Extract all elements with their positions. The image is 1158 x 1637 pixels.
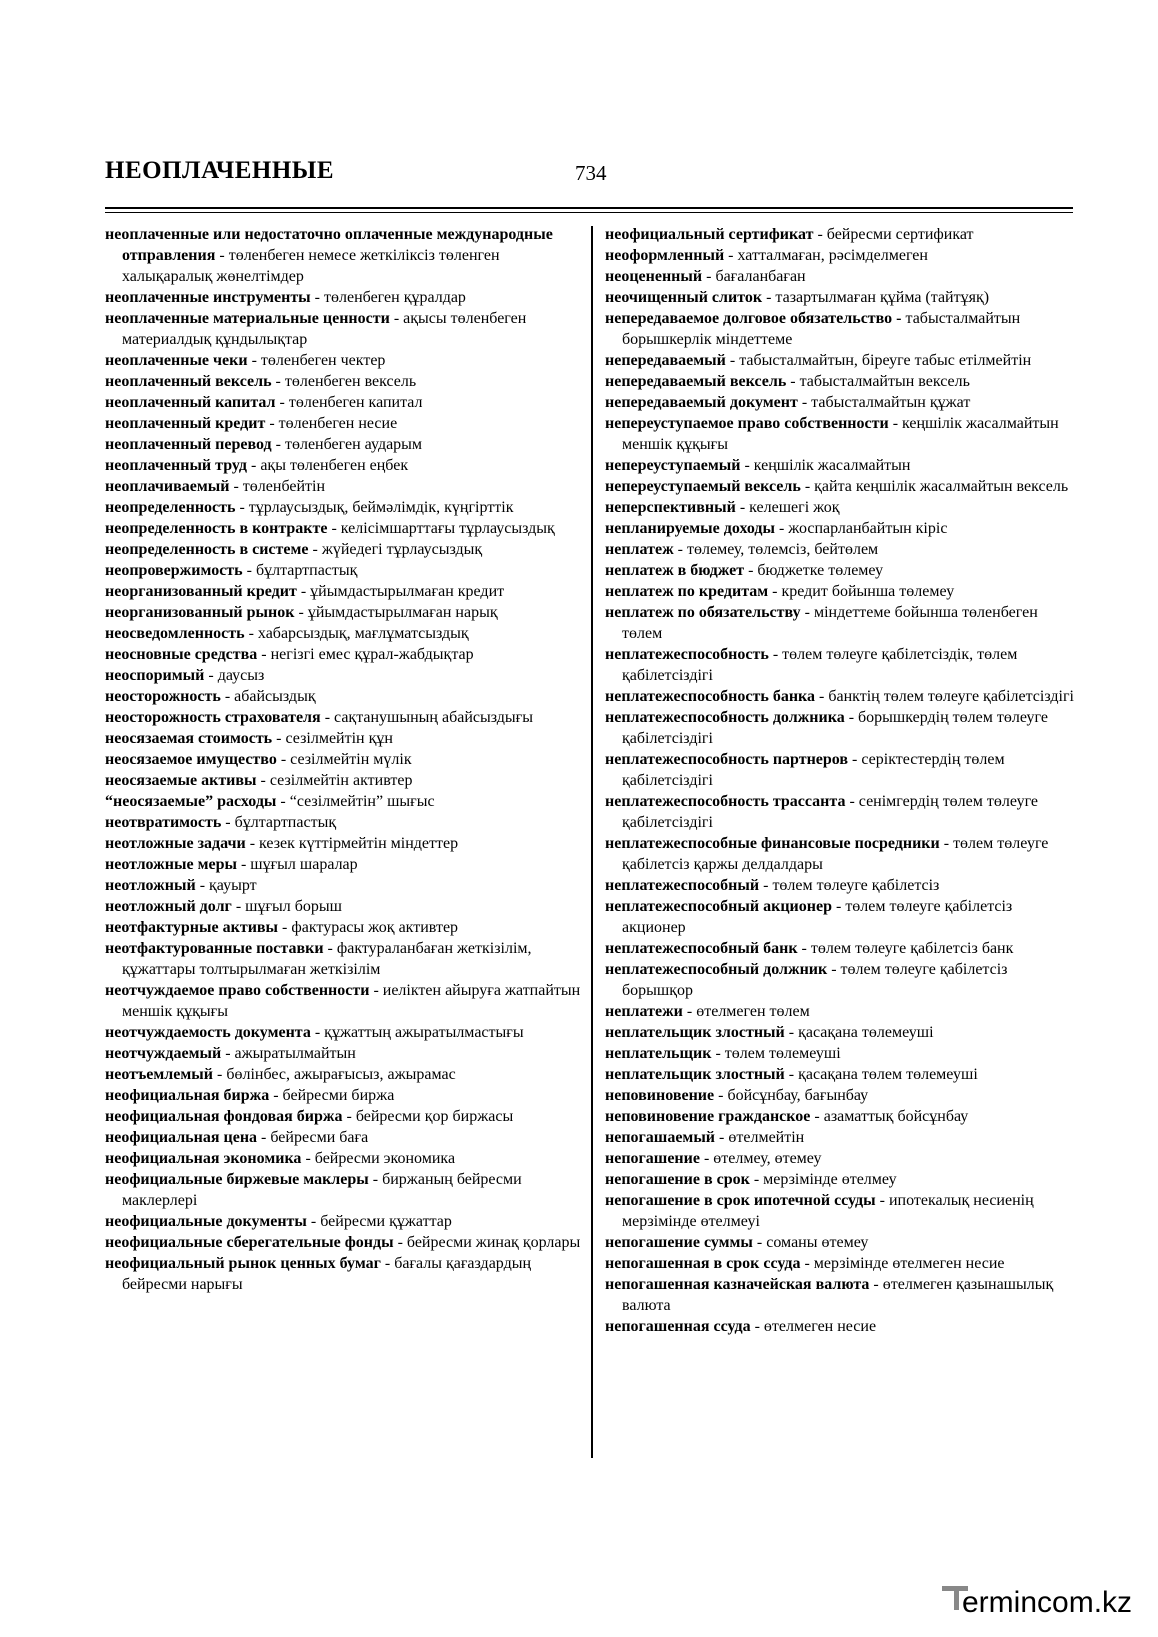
entry-term: неоплаченные инструменты — [105, 289, 311, 306]
dictionary-entry — [105, 770, 583, 791]
entry-definition: - табысталмайтын, біреуге табыс етілмейтін — [725, 352, 1032, 369]
entry-definition: - борышкердің төлем төлеуге қабілетсіздігі — [622, 709, 1048, 747]
entry-definition: - өтелмейтін — [715, 1129, 805, 1146]
entry-term: неорганизованный рынок — [105, 604, 295, 621]
dictionary-entry — [605, 1169, 1075, 1190]
entry-definition: - төленбеген немесе жеткіліксіз төленген халықаралық жөнелтімдер — [122, 247, 500, 285]
dictionary-entry — [105, 1043, 583, 1064]
entry-term: неплатежеспособность — [605, 646, 769, 663]
entry-term: неповиновение — [605, 1087, 715, 1104]
entry-term: непереуступаемый — [605, 457, 741, 474]
entry-term: непогашение в срок ипотечной ссуды — [605, 1192, 876, 1209]
entry-term: неплатежеспособность должника — [605, 709, 845, 726]
dictionary-entry — [105, 812, 583, 833]
entry-definition: - сезілмейтін активтер — [256, 772, 413, 789]
logo-t-stem — [954, 1586, 959, 1610]
entry-term: неоцененный — [605, 268, 703, 285]
entry-definition: - бейресми құжаттар — [306, 1213, 452, 1230]
entry-term: неповиновение гражданское — [605, 1108, 811, 1125]
dictionary-entry — [605, 287, 1075, 308]
dictionary-entry — [105, 980, 583, 1022]
dictionary-entry — [605, 497, 1075, 518]
dictionary-entry — [605, 791, 1075, 833]
entry-term: неплатежеспособность трассанта — [605, 793, 846, 810]
entry-definition: - тазартылмаған құйма (тайтұяқ) — [762, 289, 990, 306]
dictionary-entry — [105, 539, 583, 560]
entry-definition: - төленбеген құралдар — [310, 289, 466, 306]
dictionary-entry — [605, 560, 1075, 581]
entry-term: неперспективный — [605, 499, 736, 516]
entry-term: неплатежеспособный акционер — [605, 898, 832, 915]
dictionary-entry — [105, 1022, 583, 1043]
entry-term: неоплаченный труд — [105, 457, 247, 474]
dictionary-entry — [605, 224, 1075, 245]
dictionary-entry — [605, 350, 1075, 371]
entry-term: неосязаемая стоимость — [105, 730, 273, 747]
entry-definition: - бейресми биржа — [269, 1087, 395, 1104]
dictionary-entry — [105, 308, 583, 350]
dictionary-entry — [605, 476, 1075, 497]
entry-definition: - бейресми экономика — [301, 1150, 456, 1167]
dictionary-entry — [605, 308, 1075, 350]
dictionary-entry — [605, 833, 1075, 875]
dictionary-entry — [605, 1064, 1075, 1085]
dictionary-entry — [605, 938, 1075, 959]
entry-term: неотчуждаемый — [105, 1045, 222, 1062]
dictionary-entry — [605, 455, 1075, 476]
entry-definition: - ақы төленбеген еңбек — [246, 457, 409, 474]
entry-definition: - табысталмайтын вексель — [786, 373, 970, 390]
entry-term: неосведомленность — [105, 625, 245, 642]
entry-definition: - ақысы төленбеген материалдық құндылықтар — [122, 310, 527, 348]
dictionary-entry — [105, 749, 583, 770]
dictionary-entry — [105, 1106, 583, 1127]
entry-term: неосторожность страхователя — [105, 709, 321, 726]
entry-definition: - иеліктен айыруға жатпайтын меншік құқығы — [122, 982, 581, 1020]
entry-term: неотложный долг — [105, 898, 232, 915]
dictionary-entry — [105, 1232, 583, 1253]
entry-term: неплатеж по обязательству — [605, 604, 801, 621]
dictionary-entry — [605, 1001, 1075, 1022]
entry-term: неоплаченные чеки — [105, 352, 248, 369]
entry-definition: - төленбеген несие — [265, 415, 398, 432]
entry-term: неоплаченные материальные ценности — [105, 310, 390, 327]
entry-term: неоплаченные или недостаточно оплаченные международные отправления — [105, 226, 553, 264]
entry-definition: - кезек күттірмейтін міндеттер — [245, 835, 459, 852]
logo-text: ermincom.kz — [962, 1586, 1133, 1619]
entry-definition: - сезілмейтін мүлік — [276, 751, 412, 768]
entry-definition: - “сезілмейтін” шығыс — [276, 793, 435, 810]
dictionary-entry — [105, 1148, 583, 1169]
entry-definition: - жүйедегі тұрлаусыздық — [308, 541, 483, 558]
dictionary-entry — [105, 686, 583, 707]
entry-definition: - төленбеген вексель — [271, 373, 417, 390]
dictionary-entry — [605, 245, 1075, 266]
dictionary-entry — [105, 1085, 583, 1106]
entry-definition: - бұлтартпастық — [221, 814, 337, 831]
dictionary-entry — [605, 602, 1075, 644]
entry-definition: - даусыз — [204, 667, 265, 684]
entry-term: неотложные меры — [105, 856, 237, 873]
dictionary-entry — [605, 875, 1075, 896]
dictionary-entry — [605, 1253, 1075, 1274]
entry-term: неотложные задачи — [105, 835, 246, 852]
dictionary-entry — [605, 686, 1075, 707]
dictionary-entry — [605, 1232, 1075, 1253]
entry-definition: - шұғыл шаралар — [236, 856, 358, 873]
entry-term: неотчуждаемость документа — [105, 1024, 311, 1041]
entry-definition: - бағалы қағаздардың бейресми нарығы — [122, 1255, 532, 1293]
dictionary-entry — [605, 1043, 1075, 1064]
entry-definition: - төлем төлемеуші — [711, 1045, 841, 1062]
dictionary-entry — [105, 707, 583, 728]
entry-term: неоформленный — [605, 247, 725, 264]
entry-definition: - банктің төлем төлеуге қабілетсіздігі — [815, 688, 1074, 705]
entry-definition: - төлемеу, төлемсіз, бейтөлем — [673, 541, 879, 558]
dictionary-entry — [105, 581, 583, 602]
entry-term: непередаваемый вексель — [605, 373, 787, 390]
entry-definition: - бейресми сертификат — [813, 226, 974, 243]
entry-definition: - сақтанушының абайсыздығы — [320, 709, 533, 726]
entry-term: “неосязаемые” расходы — [105, 793, 277, 810]
entry-term: неплатеж по кредитам — [605, 583, 769, 600]
entry-definition: - кеңшілік жасалмайтын меншік құқығы — [622, 415, 1059, 453]
dictionary-entry — [105, 224, 583, 287]
entry-definition: - жоспарланбайтын кіріс — [774, 520, 948, 537]
dictionary-entry — [105, 938, 583, 980]
dictionary-entry — [105, 623, 583, 644]
entry-definition: - өтелмеген несие — [750, 1318, 877, 1335]
entry-term: непогашенная в срок ссуда — [605, 1255, 801, 1272]
entry-term: непогашенная казначейская валюта — [605, 1276, 870, 1293]
entry-definition: - мерзімінде өтелмеген несие — [800, 1255, 1005, 1272]
dictionary-entry — [105, 455, 583, 476]
dictionary-entry — [605, 539, 1075, 560]
dictionary-entry — [105, 287, 583, 308]
entry-definition: - қасақана төлем төлемеуші — [784, 1066, 978, 1083]
dictionary-entry — [105, 413, 583, 434]
dictionary-entry — [605, 371, 1075, 392]
entry-term: непланируемые доходы — [605, 520, 775, 537]
entry-term: неплатеж в бюджет — [605, 562, 745, 579]
entry-term: неоплаченный вексель — [105, 373, 272, 390]
entry-definition: - бейресми қор биржасы — [342, 1108, 514, 1125]
dictionary-entry — [105, 1064, 583, 1085]
entry-definition: - ұйымдастырылмаған кредит — [296, 583, 505, 600]
entry-term: неплатежеспособный банк — [605, 940, 798, 957]
dictionary-entry — [605, 581, 1075, 602]
entry-term: неофициальные документы — [105, 1213, 307, 1230]
entry-definition: - азаматтық бойсұнбау — [810, 1108, 969, 1125]
entry-definition: - фактурасы жоқ активтер — [278, 919, 459, 936]
entry-definition: - өтелмеу, өтемеу — [699, 1150, 822, 1167]
entry-term: неофициальная экономика — [105, 1150, 302, 1167]
entry-term: неотфактурованные поставки — [105, 940, 324, 957]
dictionary-entry — [105, 665, 583, 686]
dictionary-entry — [605, 392, 1075, 413]
dictionary-entry — [105, 917, 583, 938]
entry-term: неотложный — [105, 877, 196, 894]
dictionary-entry — [105, 371, 583, 392]
dictionary-entry — [605, 1190, 1075, 1232]
entry-definition: - табысталмайтын құжат — [797, 394, 971, 411]
dictionary-entry — [605, 1022, 1075, 1043]
entry-definition: - мерзімінде өтелмеу — [749, 1171, 897, 1188]
dictionary-entry — [605, 749, 1075, 791]
entry-term: неопределенность в контракте — [105, 520, 328, 537]
dictionary-entry — [105, 497, 583, 518]
entry-definition: - соманы өтемеу — [752, 1234, 869, 1251]
entry-term: неплатежеспособность банка — [605, 688, 816, 705]
entry-definition: - бойсұнбау, бағынбау — [714, 1087, 869, 1104]
right-column — [605, 224, 1075, 1337]
entry-definition: - шұғыл борыш — [231, 898, 342, 915]
dictionary-entry — [605, 1127, 1075, 1148]
entry-term: неофициальная цена — [105, 1129, 258, 1146]
entry-definition: - ипотекалық несиенің мерзімінде өтелмеуі — [622, 1192, 1034, 1230]
entry-definition: - төлем төлеуге қабілетсіздік, төлем қабілетсіздігі — [622, 646, 1018, 684]
entry-definition: - төлем төлеуге қабілетсіз — [759, 877, 940, 894]
entry-definition: - төлем төлеуге қабілетсіз банк — [797, 940, 1014, 957]
dictionary-entry — [605, 518, 1075, 539]
entry-definition: - хатталмаған, рәсімделмеген — [724, 247, 928, 264]
entry-term: неплательщик злостный — [605, 1024, 785, 1041]
entry-definition: - төленбеген аударым — [271, 436, 423, 453]
dictionary-entry — [105, 791, 583, 812]
entry-term: неосязаемое имущество — [105, 751, 277, 768]
entry-definition: - бағаланбаған — [702, 268, 806, 285]
entry-definition: - келісімшарттағы тұрлаусыздық — [327, 520, 555, 537]
entry-term: неплатежеспособные финансовые посредники — [605, 835, 940, 852]
header-rule-thin — [105, 212, 1073, 213]
entry-definition: - кредит бойынша төлемеу — [768, 583, 955, 600]
entry-term: непереуступаемый вексель — [605, 478, 801, 495]
entry-definition: - биржаның бейресми маклерлері — [122, 1171, 522, 1209]
entry-term: неоплаченный кредит — [105, 415, 266, 432]
entry-definition: - бюджетке төлемеу — [744, 562, 884, 579]
entry-term: неопределенность в системе — [105, 541, 309, 558]
dictionary-entry — [605, 1316, 1075, 1337]
dictionary-entry — [605, 644, 1075, 686]
header-rule-thick — [105, 207, 1073, 209]
entry-definition: - өтелмеген қазынашылық валюта — [622, 1276, 1054, 1314]
entry-definition: - құжаттың ажыратылмастығы — [310, 1024, 524, 1041]
entry-term: неофициальная биржа — [105, 1087, 270, 1104]
entry-definition: - қасақана төлемеуші — [784, 1024, 934, 1041]
dictionary-entry — [105, 392, 583, 413]
entry-term: неофициальные биржевые маклеры — [105, 1171, 369, 1188]
dictionary-entry — [605, 1106, 1075, 1127]
entry-definition: - серіктестердің төлем қабілетсіздігі — [622, 751, 1005, 789]
entry-definition: - бейресми жинақ қорлары — [393, 1234, 581, 1251]
entry-term: неплатежеспособный должник — [605, 961, 828, 978]
entry-definition: - келешегі жоқ — [735, 499, 840, 516]
entry-definition: - төленбеген капитал — [275, 394, 423, 411]
entry-term: неплательщик злостный — [605, 1066, 785, 1083]
entry-term: непогашенная ссуда — [605, 1318, 751, 1335]
entry-definition: - төленбеген чектер — [247, 352, 386, 369]
entry-definition: - тұрлаусыздық, беймәлімдік, күңгірттік — [235, 499, 514, 516]
entry-term: неосязаемые активы — [105, 772, 257, 789]
left-column — [105, 224, 583, 1295]
entry-term: неоплачиваемый — [105, 478, 230, 495]
dictionary-entry — [605, 1085, 1075, 1106]
entry-definition: - бөлінбес, ажырағысыз, ажырамас — [212, 1066, 456, 1083]
entry-term: неплательщик — [605, 1045, 712, 1062]
entry-term: неплатежи — [605, 1003, 683, 1020]
entry-term: непогашение — [605, 1150, 700, 1167]
entry-definition: - фактураланбаған жеткізілім, құжаттары толтырылмаған жеткізілім — [122, 940, 532, 978]
dictionary-entry — [105, 728, 583, 749]
entry-term: неотвратимость — [105, 814, 222, 831]
dictionary-entry — [105, 518, 583, 539]
page-title: НЕОПЛАЧЕННЫЕ — [105, 157, 335, 184]
entry-term: неоспоримый — [105, 667, 205, 684]
entry-definition: - өтелмеген төлем — [682, 1003, 810, 1020]
column-divider — [591, 226, 593, 1458]
dictionary-entry — [605, 1148, 1075, 1169]
entry-term: неофициальный сертификат — [605, 226, 814, 243]
dictionary-entry — [105, 560, 583, 581]
entry-definition: - негізгі емес құрал-жабдықтар — [257, 646, 474, 663]
dictionary-entry — [105, 833, 583, 854]
entry-definition: - міндеттеме бойынша төленбеген төлем — [622, 604, 1038, 642]
dictionary-entry — [105, 854, 583, 875]
entry-definition: - ұйымдастырылмаған нарық — [294, 604, 498, 621]
dictionary-entry — [105, 350, 583, 371]
entry-term: непогашаемый — [605, 1129, 716, 1146]
entry-definition: табысталмайтын борышкерлік міндеттеме — [622, 310, 1021, 348]
dictionary-entry — [105, 644, 583, 665]
dictionary-entry — [105, 476, 583, 497]
entry-term: непередаваемый — [605, 352, 726, 369]
entry-term: непередаваемый документ — [605, 394, 798, 411]
dictionary-entry — [105, 1169, 583, 1211]
entry-definition: - төленбейтін — [229, 478, 326, 495]
dictionary-entry — [105, 1253, 583, 1295]
dictionary-entry — [605, 707, 1075, 749]
entry-term: неофициальные сберегательные фонды — [105, 1234, 394, 1251]
entry-definition: - кеңшілік жасалмайтын — [740, 457, 911, 474]
entry-definition: - төлем төлеуге қабілетсіз акционер — [622, 898, 1013, 936]
dictionary-entry — [605, 1274, 1075, 1316]
entry-definition: - бейресми баға — [257, 1129, 369, 1146]
entry-term: неофициальный рынок ценных бумаг — [105, 1255, 381, 1272]
entry-term: неплатежеспособный — [605, 877, 760, 894]
entry-term: неотфактурные активы — [105, 919, 279, 936]
entry-definition: - төлем төлеуге қабілетсіз қаржы делдалдары — [622, 835, 1049, 873]
entry-term: непогашение суммы — [605, 1234, 753, 1251]
entry-term: неотъемлемый — [105, 1066, 213, 1083]
page-number: 734 — [575, 161, 607, 185]
dictionary-entry — [105, 1127, 583, 1148]
dictionary-entry — [105, 875, 583, 896]
dictionary-entry — [105, 602, 583, 623]
entry-definition: - абайсыздық — [220, 688, 316, 705]
entry-term: неорганизованный кредит — [105, 583, 297, 600]
entry-term: неофициальная фондовая биржа — [105, 1108, 343, 1125]
entry-term: неопределенность — [105, 499, 236, 516]
entry-definition: - сезілмейтін құн — [272, 730, 393, 747]
entry-term: неотчуждаемое право собственности — [105, 982, 370, 999]
entry-definition: - бұлтартпастық — [242, 562, 358, 579]
dictionary-entry — [105, 896, 583, 917]
dictionary-entry — [605, 266, 1075, 287]
entry-term: неоплаченный перевод — [105, 436, 272, 453]
entry-definition: - сенімгердің төлем төлеуге қабілетсіздігі — [622, 793, 1039, 831]
entry-term: неосновные средства — [105, 646, 258, 663]
entry-term: неплатежеспособность партнеров — [605, 751, 849, 768]
entry-term: непогашение в срок — [605, 1171, 750, 1188]
dictionary-entry — [105, 434, 583, 455]
entry-term: неплатеж — [605, 541, 674, 558]
dictionary-entry — [605, 896, 1075, 938]
entry-definition: - қайта кеңшілік жасалмайтын вексель — [800, 478, 1069, 495]
entry-definition: - төлем төлеуге қабілетсіз борышқор — [622, 961, 1008, 999]
dictionary-entry — [605, 959, 1075, 1001]
entry-term: непередаваемое долговое обязательство - — [605, 310, 902, 327]
dictionary-entry — [105, 1211, 583, 1232]
dictionary-entry — [605, 413, 1075, 455]
entry-term: неоплаченный капитал — [105, 394, 276, 411]
entry-definition: - қауырт — [195, 877, 257, 894]
entry-definition: - хабарсыздық, мағлұматсыздық — [244, 625, 469, 642]
entry-term: неопровержимость — [105, 562, 243, 579]
entry-term: непереуступаемое право собственности — [605, 415, 889, 432]
entry-term: неочищенный слиток — [605, 289, 763, 306]
entry-term: неосторожность — [105, 688, 221, 705]
entry-definition: - ажыратылмайтын — [221, 1045, 356, 1062]
